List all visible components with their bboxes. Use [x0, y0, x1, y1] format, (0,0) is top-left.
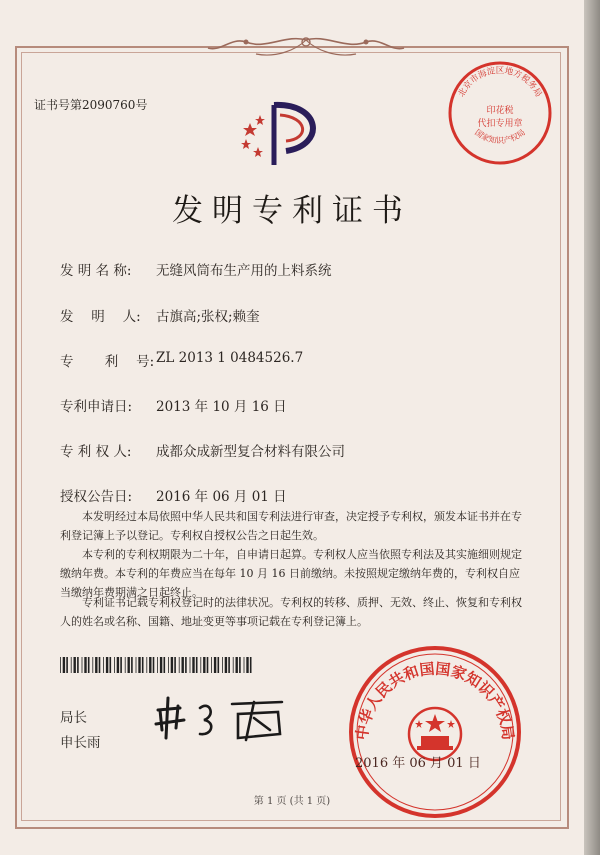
field-value-invention-name: 无缝风筒布生产用的上料系统 — [156, 263, 332, 279]
field-label-grant-date: 授权公告日: — [60, 489, 133, 505]
svg-text:国家知识产权局: 国家知识产权局 — [473, 127, 527, 146]
field-value-patent-number: ZL 2013 1 0484526.7 — [156, 350, 304, 366]
handwritten-signature — [150, 690, 290, 745]
paragraph-register-notice: 专利证书记载专利权登记时的法律状况。专利权的转移、质押、无效、终止、恢复和专利权人的姓名或名称、国籍、地址变更等事项记载在专利登记簿上。 — [60, 596, 522, 628]
page-edge-shadow — [584, 0, 600, 855]
field-value-grant-date: 2016 年 06 月 01 日 — [156, 489, 287, 505]
field-value-application-date: 2013 年 10 月 16 日 — [156, 399, 287, 415]
field-label-inventors: 发 明 人: — [60, 309, 141, 325]
paragraph-grant-notice: 本发明经过本局依照中华人民共和国专利法进行审查，决定授予专利权，颁发本证书并在专利登记簿上予以登记。专利权自授权公告之日起生效。 — [60, 510, 522, 542]
field-label-patent-number: 专 利 号: — [60, 354, 155, 370]
svg-text:印花税: 印花税 — [486, 106, 514, 116]
field-label-invention-name: 发 明 名 称: — [60, 263, 132, 279]
signatory-title: 局长 — [60, 710, 87, 726]
barcode — [60, 657, 254, 673]
page-footer: 第 1 页 (共 1 页) — [253, 796, 331, 807]
top-ornament — [206, 32, 406, 72]
page-title: 发明专利证书 — [172, 193, 412, 229]
field-label-patentee: 专 利 权 人: — [60, 444, 132, 460]
field-value-patentee: 成都众成新型复合材料有限公司 — [156, 444, 345, 460]
certificate-number: 证书号第2090760号 — [34, 98, 148, 112]
svg-text:代扣专用章: 代扣专用章 — [477, 119, 523, 129]
patent-office-logo — [236, 95, 331, 175]
field-label-application-date: 专利申请日: — [60, 399, 133, 415]
field-value-inventors: 古旗高;张权;赖奎 — [156, 309, 260, 325]
paragraph-term-notice: 本专利的专利权期限为二十年，自申请日起算。专利权人应当依照专利法及其实施细则规定缴纳年费。本专利的年费应当在每年 10 月 16 日前缴纳。未按照规定缴纳年费的，专利权自应当缴纳年费期满之日起终止。 — [60, 548, 522, 599]
tax-seal — [445, 58, 555, 168]
seal-date: 2016 年 06 月 01 日 — [355, 756, 481, 771]
svg-text:北京市海淀区地方税务局: 北京市海淀区地方税务局 — [456, 66, 544, 99]
signatory-name: 申长雨 — [60, 735, 101, 751]
svg-text:中华人民共和国国家知识产权局: 中华人民共和国国家知识产权局 — [352, 659, 518, 742]
